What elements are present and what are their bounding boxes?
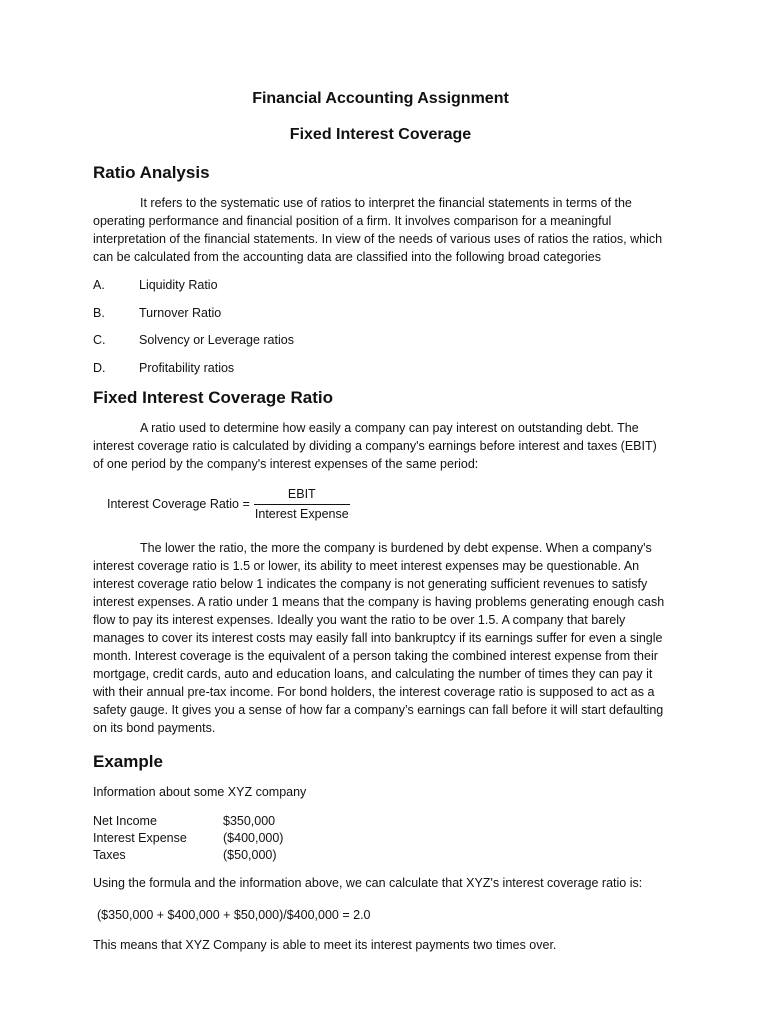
example-conclusion: This means that XYZ Company is able to meet its interest payments two times over.: [93, 937, 557, 952]
figure-value: ($400,000): [223, 830, 284, 845]
figure-value: $350,000: [223, 813, 276, 828]
list-item-letter: D.: [93, 360, 106, 375]
example-intro: Information about some XYZ company: [93, 784, 307, 799]
formula-numerator: EBIT: [254, 487, 350, 505]
figure-label: Net Income: [93, 813, 157, 828]
figure-row: [93, 830, 668, 847]
list-item-text: Turnover Ratio: [139, 305, 222, 320]
fixed-interest-heading: Fixed Interest Coverage Ratio: [93, 387, 333, 407]
ratio-categories-list: [93, 276, 668, 377]
fixed-interest-intro-paragraph: A ratio used to determine how easily a company can pay interest on outstanding debt. The interest coverage ratio is calculated by dividing a company's earnings before interest and taxes (EBIT) of one period by the company's interest expenses of the same period:: [93, 420, 657, 471]
figure-label: Interest Expense: [93, 830, 187, 845]
example-heading: Example: [93, 751, 163, 771]
list-item: [93, 331, 668, 349]
formula-lhs: Interest Coverage Ratio =: [107, 496, 250, 511]
list-item: [93, 304, 668, 322]
document-title: Financial Accounting Assignment: [252, 90, 509, 107]
ratio-analysis-heading: Ratio Analysis: [93, 163, 210, 182]
list-item-letter: C.: [93, 333, 106, 347]
figure-label: Taxes: [93, 847, 126, 862]
list-item: [93, 359, 668, 377]
figure-row: [93, 813, 668, 830]
example-calculation: ($350,000 + $400,000 + $50,000)/$400,000 = 2.0: [97, 907, 371, 922]
list-item-letter: A.: [93, 278, 105, 292]
figure-value: ($50,000): [223, 847, 277, 862]
list-item-text: Liquidity Ratio: [139, 278, 218, 292]
list-item-letter: B.: [93, 305, 105, 320]
financial-figures: [93, 813, 668, 864]
list-item-text: Profitability ratios: [139, 360, 235, 375]
ratio-analysis-paragraph: It refers to the systematic use of ratios to interpret the financial statements in terms of the operating performance and financial position of a firm. It involves comparison for a meaningful interpretation of the financial statements. In view of the needs of various uses of ratios the ratios, which can be calculated from the accounting data are classified into the following broad categories: [93, 196, 663, 264]
list-item: [93, 276, 668, 294]
interest-coverage-formula: [107, 487, 668, 521]
formula-fraction: [254, 487, 350, 521]
example-lead: Using the formula and the information above, we can calculate that XYZ's interest coverage ratio is:: [93, 875, 643, 890]
document-subtitle: Fixed Interest Coverage: [289, 126, 472, 143]
fixed-interest-explanation-paragraph: The lower the ratio, the more the company is burdened by debt expense. When a company's interest coverage ratio is 1.5 or lower, its ability to meet interest expenses may be questionable. An interest coverage ratio below 1 indicates the company is not generating sufficient revenues to satisfy interest expenses. A ratio under 1 means that the company is having problems generating enough cash flow to pay its interest expenses. Ideally you want the ratio to be over 1.5. A company that barely manages to cover its interest costs may easily fall into bankruptcy if its earnings suffer for even a single month. Interest coverage is the equivalent of a person taking the combined interest expense from their mortgage, credit cards, auto and education loans, and calculating the number of times they can pay it with their annual pre-tax income. For bond holders, the interest coverage ratio is supposed to act as a safety gauge. It gives you a sense of how far a company’s earnings can fall before it will start defaulting on its bond payments.: [93, 540, 665, 735]
list-item-text: Solvency or Leverage ratios: [139, 333, 294, 347]
formula-denominator: Interest Expense: [254, 506, 349, 521]
figure-row: [93, 847, 668, 864]
